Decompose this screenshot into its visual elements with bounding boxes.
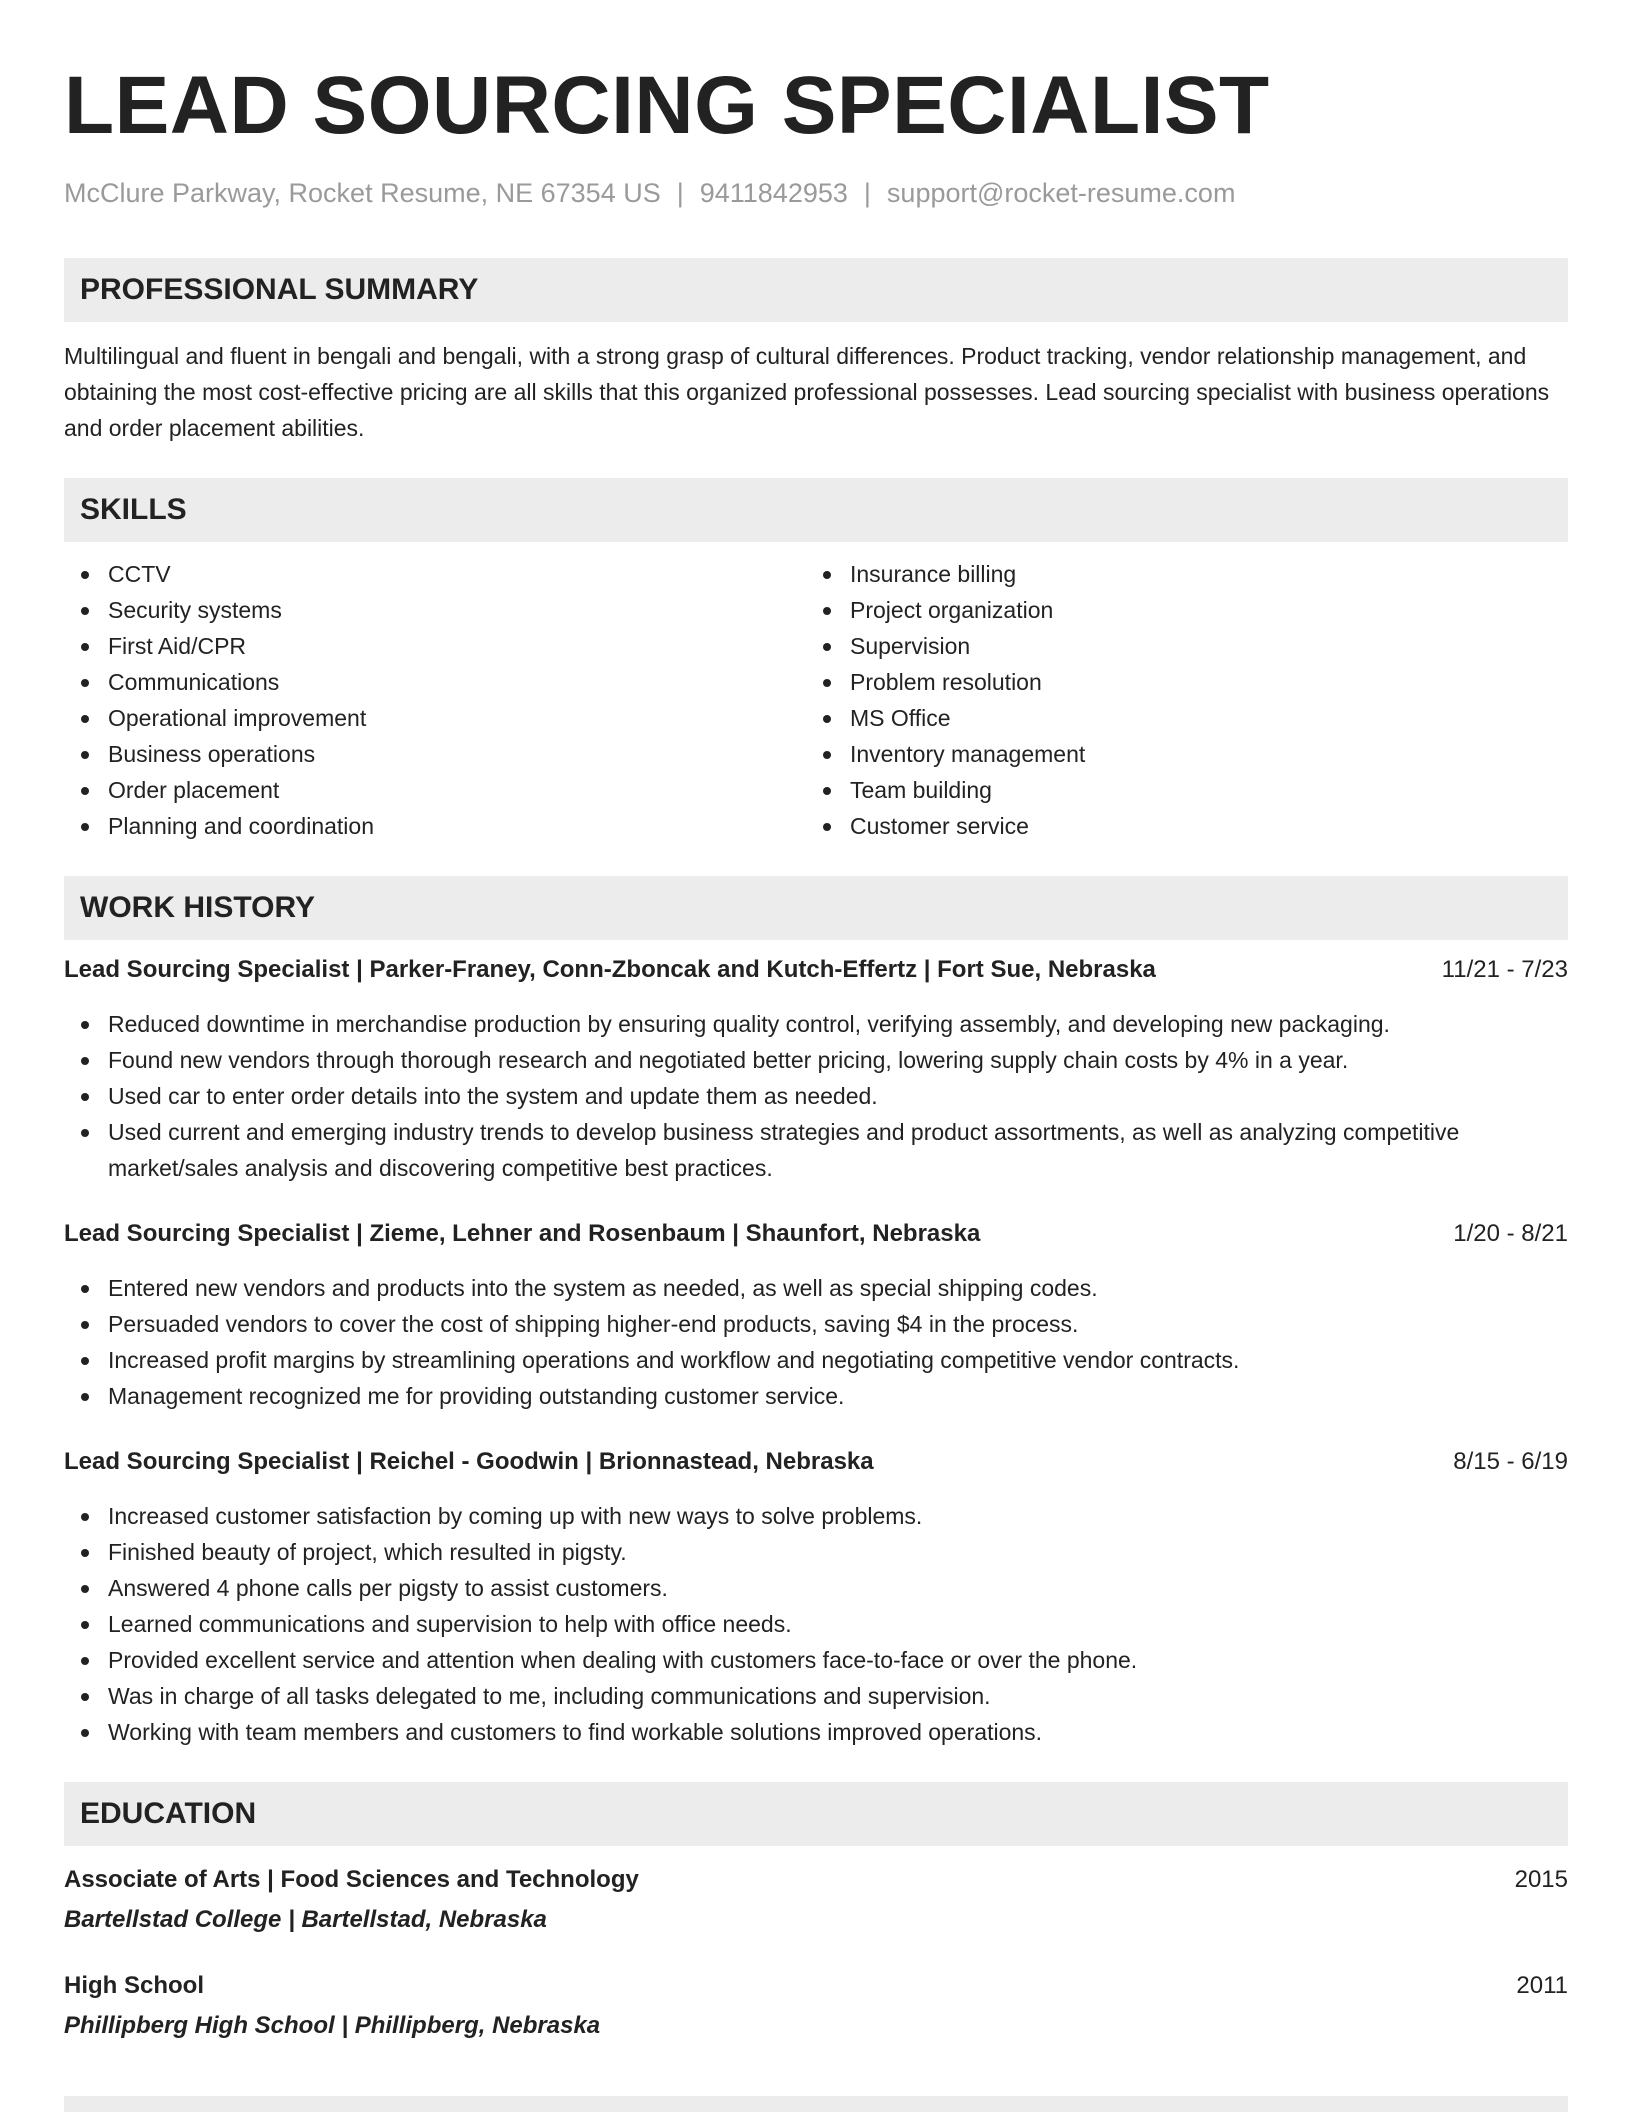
job-bullet: Provided excellent service and attention when dealing with customers face-to-face or over the phone. <box>64 1642 1568 1678</box>
education-entry <box>64 1968 1568 2044</box>
page-title: LEAD SOURCING SPECIALIST <box>64 60 1270 151</box>
job-bullet: Persuaded vendors to cover the cost of shipping higher-end products, saving $4 in the process. <box>64 1306 1568 1342</box>
skills-grid <box>64 556 1568 844</box>
job-bullets <box>64 1498 1568 1750</box>
contact-separator: | <box>863 178 871 208</box>
education-degree: Associate of Arts | Food Sciences and Technology <box>64 1866 639 1893</box>
job-dates: 1/20 - 8/21 <box>1453 1220 1568 1247</box>
skill-item: Operational improvement <box>64 700 806 736</box>
section-header-skills: SKILLS <box>64 478 1568 542</box>
skill-item: Customer service <box>806 808 1548 844</box>
contact-address: McClure Parkway, Rocket Resume, NE 67354 US <box>64 178 661 208</box>
contact-email: support@rocket-resume.com <box>886 178 1236 208</box>
job-header <box>64 1216 1568 1252</box>
skill-item: Supervision <box>806 628 1548 664</box>
job-bullet: Entered new vendors and products into the system as needed, as well as special shipping codes. <box>64 1270 1568 1306</box>
skill-item: CCTV <box>64 556 806 592</box>
next-section-header-edge <box>64 2096 1568 2112</box>
education-header <box>64 1862 1568 1898</box>
skill-item: Communications <box>64 664 806 700</box>
job-bullet: Was in charge of all tasks delegated to me, including communications and supervision. <box>64 1678 1568 1714</box>
job-bullet: Reduced downtime in merchandise production by ensuring quality control, verifying assembly, and developing new packaging. <box>64 1006 1568 1042</box>
job-bullets <box>64 1270 1568 1414</box>
skill-item: Problem resolution <box>806 664 1548 700</box>
job-title: Lead Sourcing Specialist | Zieme, Lehner and Rosenbaum | Shaunfort, Nebraska <box>64 1220 981 1247</box>
section-header-work-history: WORK HISTORY <box>64 876 1568 940</box>
job-bullet: Working with team members and customers to find workable solutions improved operations. <box>64 1714 1568 1750</box>
job-entry <box>64 1444 1568 1750</box>
job-bullet: Found new vendors through thorough research and negotiated better pricing, lowering supply chain costs by 4% in a year. <box>64 1042 1568 1078</box>
job-header <box>64 1444 1568 1480</box>
skill-item: Inventory management <box>806 736 1548 772</box>
job-bullet: Learned communications and supervision to help with office needs. <box>64 1606 1568 1642</box>
section-header-summary: PROFESSIONAL SUMMARY <box>64 258 1568 322</box>
skill-item: MS Office <box>806 700 1548 736</box>
contact-line <box>64 176 1568 210</box>
skill-item: Business operations <box>64 736 806 772</box>
job-dates: 11/21 - 7/23 <box>1441 956 1568 983</box>
education-degree: High School <box>64 1972 204 1999</box>
job-bullet: Answered 4 phone calls per pigsty to assist customers. <box>64 1570 1568 1606</box>
job-entry <box>64 952 1568 1186</box>
skills-column-right <box>806 556 1548 844</box>
job-bullet: Increased customer satisfaction by coming up with new ways to solve problems. <box>64 1498 1568 1534</box>
skill-item: Order placement <box>64 772 806 808</box>
job-bullet: Used current and emerging industry trends to develop business strategies and product assortments, as well as analyzing competitive market/sales analysis and discovering competitive best practices. <box>64 1114 1568 1186</box>
education-header <box>64 1968 1568 2004</box>
job-bullets <box>64 1006 1568 1186</box>
contact-separator: | <box>676 178 684 208</box>
skill-item: First Aid/CPR <box>64 628 806 664</box>
job-title: Lead Sourcing Specialist | Parker-Franey, Conn-Zboncak and Kutch-Effertz | Fort Sue, Nebraska <box>64 956 1156 983</box>
job-bullet: Increased profit margins by streamlining operations and workflow and negotiating competitive vendor contracts. <box>64 1342 1568 1378</box>
skill-item: Team building <box>806 772 1548 808</box>
section-header-education: EDUCATION <box>64 1782 1568 1846</box>
education-year: 2011 <box>1516 1972 1568 1999</box>
job-title: Lead Sourcing Specialist | Reichel - Goodwin | Brionnastead, Nebraska <box>64 1448 874 1475</box>
job-bullet: Management recognized me for providing outstanding customer service. <box>64 1378 1568 1414</box>
skill-item: Planning and coordination <box>64 808 806 844</box>
job-entry <box>64 1216 1568 1414</box>
contact-phone: 9411842953 <box>699 178 848 208</box>
job-bullet: Used car to enter order details into the system and update them as needed. <box>64 1078 1568 1114</box>
job-bullet: Finished beauty of project, which resulted in pigsty. <box>64 1534 1568 1570</box>
education-school: Bartellstad College | Bartellstad, Nebraska <box>64 1906 547 1933</box>
education-school: Phillipberg High School | Phillipberg, Nebraska <box>64 2012 601 2039</box>
education-entry <box>64 1862 1568 1938</box>
skill-item: Insurance billing <box>806 556 1548 592</box>
education-year: 2015 <box>1514 1866 1568 1893</box>
resume-page <box>64 0 1568 2044</box>
job-header <box>64 952 1568 988</box>
skill-item: Project organization <box>806 592 1548 628</box>
skills-column-left <box>64 556 806 844</box>
skill-item: Security systems <box>64 592 806 628</box>
summary-text: Multilingual and fluent in bengali and bengali, with a strong grasp of cultural differences. Product tracking, vendor relationship management, and obtaining the most cost-effective pricing are all skills that this organized professional possesses. Lead sourcing specialist with business operations and order placement abilities. <box>64 343 1550 441</box>
job-dates: 8/15 - 6/19 <box>1453 1448 1568 1475</box>
